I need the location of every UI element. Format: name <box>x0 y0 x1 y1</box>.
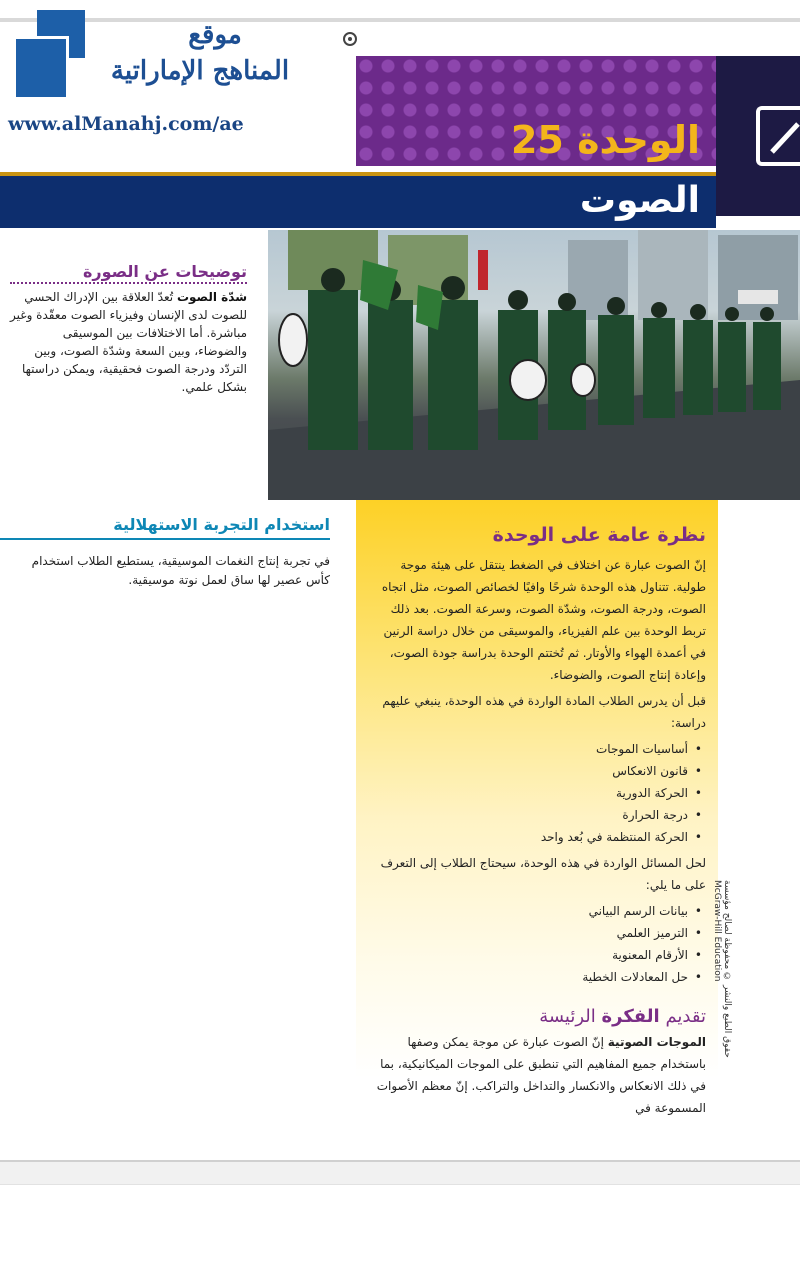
overview-text: إنّ الصوت عبارة عن اختلاف في الضغط ينتقل على هيئة موجة طولية. تتناول هذه الوحدة شرحًا وافيًا لخصائص الصوت، مثل اتجاه الصوت، ودرجة الصوت، وشدّة الصوت، وسرعة الصوت. بعد ذلك تربط الوحدة بين علم الفيزياء، والموسيقى من خلال دراسة الرنين في أعمدة الهواء والأوتار. ثم تُختتم الوحدة بدراسة جودة الصوت، وإعادة إنتاج الصوت، والضوضاء. <box>381 558 706 682</box>
list-item: • الترميز العلمي <box>366 922 688 944</box>
list-item: • حل المعادلات الخطية <box>366 966 688 988</box>
heading-dotted-rule <box>10 282 247 284</box>
big-idea-heading-pre: تقديم <box>665 1006 706 1027</box>
photo-caption-body: تُعدّ العلاقة بين الإدراك الحسي للصوت لدى الإنسان وفيزياء الصوت معقّدة وغير مباشرة. أما الاختلافات بين الموسيقى والضوضاء، وبين السعة وشدّة الصوت، وبين التردّد ودرجة الصوت فحقيقية، ويمكن دراستها بشكل علمي. <box>10 290 247 394</box>
copyright-note: حقوق الطبع والنشر © محفوظة لصالح مؤسسة McGraw-Hill Education <box>712 880 732 1058</box>
unit-title: الصوت <box>579 180 700 221</box>
big-idea-heading <box>366 1006 706 1027</box>
discovery-lab-rule <box>0 538 330 540</box>
math-skills-intro: لحل المسائل الواردة في هذه الوحدة، سيحتاج الطلاب إلى التعرف على ما يلي: <box>380 856 706 892</box>
prerequisite-list <box>366 738 706 848</box>
list-item: • أساسيات الموجات <box>366 738 688 760</box>
pencil-frame-icon <box>756 106 800 166</box>
list-item: • الأرقام المعنوية <box>366 944 688 966</box>
discovery-lab-text: في تجربة إنتاج النغمات الموسيقية، يستطيع الطلاب استخدام كأس عصير لها ساق لعمل نوتة موسيقية. <box>31 554 330 587</box>
viewer-bottom-bar <box>0 1160 800 1185</box>
logo-url[interactable]: www.alManahj.com/ae <box>8 113 244 135</box>
prerequisite-intro: قبل أن يدرس الطلاب المادة الواردة في هذه الوحدة، ينبغي عليهم دراسة: <box>382 694 706 730</box>
big-idea-text <box>366 1031 706 1119</box>
binder-hole-icon <box>343 32 357 46</box>
viewer-top-border <box>0 18 800 22</box>
list-item: • قانون الانعكاس <box>366 760 688 782</box>
math-skills-list <box>366 900 706 988</box>
overview-heading: نظرة عامة على الوحدة <box>492 524 706 546</box>
big-idea-term: الموجات الصوتية <box>607 1035 706 1049</box>
logo-line-2: المناهج الإماراتية <box>110 56 290 86</box>
unit-label: الوحدة 25 <box>510 118 700 162</box>
overview-content <box>366 524 706 1115</box>
big-idea-heading-post: الرئيسة <box>539 1006 596 1027</box>
list-item: • الحركة الدورية <box>366 782 688 804</box>
big-idea-heading-bold: الفكرة <box>601 1006 660 1027</box>
list-item: • بيانات الرسم البياني <box>366 900 688 922</box>
big-idea-body: إنّ الصوت عبارة عن موجة يمكن وصفها باستخدام جميع المفاهيم التي تنطبق على الموجات الميكانيكية، بما في ذلك الانعكاس والانكسار والتداخل والتراكب. إنّ معظم الأصوات المسموعة في <box>376 1035 706 1115</box>
logo-square-icon <box>13 36 69 100</box>
photo-caption-text <box>10 288 247 396</box>
list-item: • درجة الحرارة <box>366 804 688 826</box>
logo-line-1: موقع <box>188 20 242 50</box>
marching-band-photo <box>268 230 800 500</box>
discovery-lab-heading: استخدام التجربة الاستهلالية <box>113 515 330 534</box>
photo-caption-term: شدّة الصوت <box>176 290 247 304</box>
photo-caption-heading: توضيحات عن الصورة <box>82 262 247 281</box>
list-item: • الحركة المنتظمة في بُعد واحد <box>366 826 688 848</box>
